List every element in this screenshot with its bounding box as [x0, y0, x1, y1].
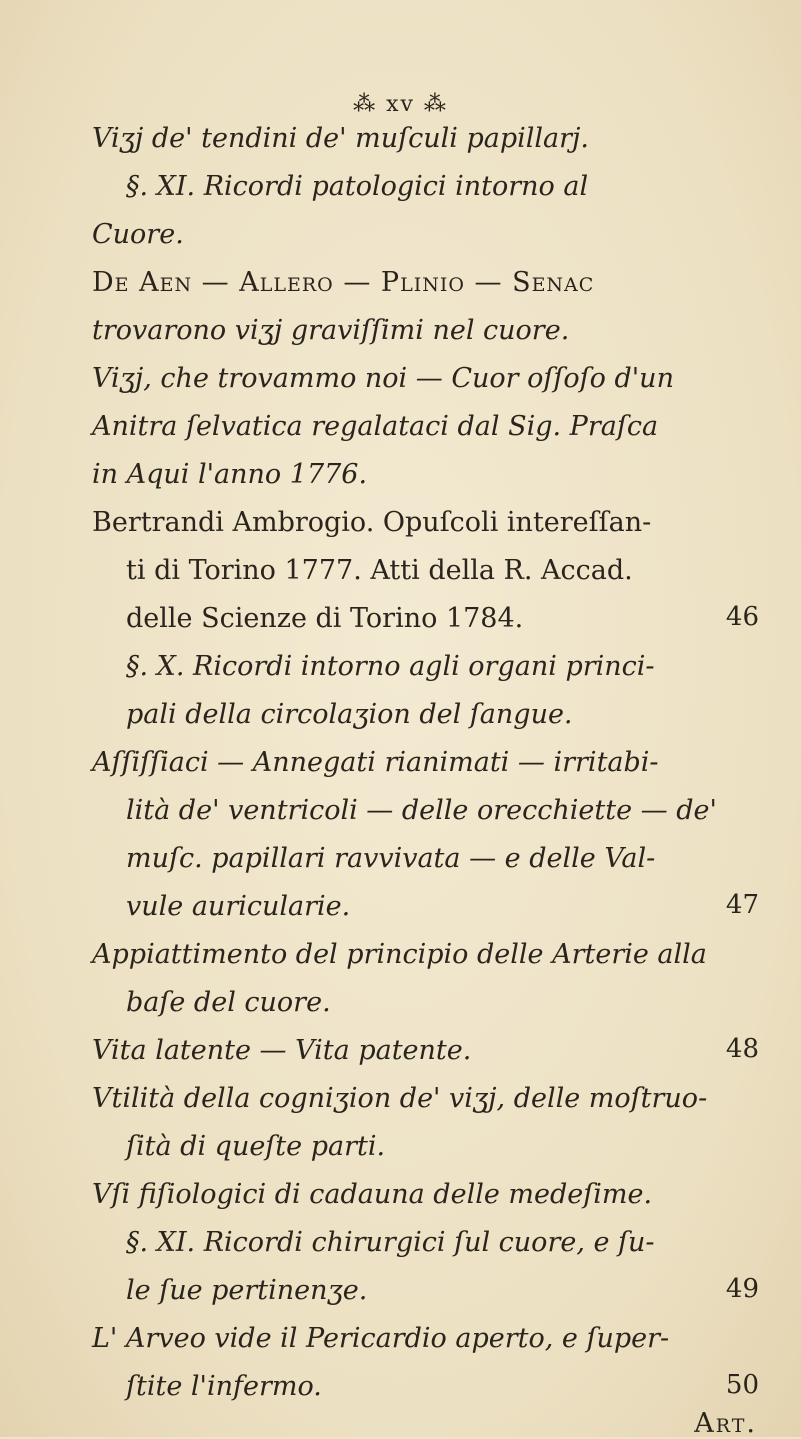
- text-line: Vtilità della cogniʒion de' viʒj, delle moſtruo-: [92, 1083, 708, 1114]
- text-line: pali della circolaʒion del ſangue.: [126, 699, 573, 730]
- text-line: le ſue pertinenʒe.: [126, 1275, 368, 1306]
- text-line: Appiattimento del principio delle Arterie alla: [92, 939, 707, 970]
- text-line: delle Scienze di Torino 1784.: [126, 603, 524, 634]
- page-ref: 46: [725, 602, 759, 632]
- text-line: Anitra ſelvatica regalataci dal Sig. Praſca: [92, 411, 659, 442]
- text-line: trovarono viʒj graviſſimi nel cuore.: [92, 315, 570, 346]
- text-line: Viʒj, che trovammo noi — Cuor oſſoſo d'un: [92, 363, 674, 394]
- page-ref: 50: [725, 1370, 759, 1400]
- text-line: ti di Torino 1777. Atti della R. Accad.: [126, 555, 633, 586]
- page-ref: 48: [725, 1034, 759, 1064]
- section-heading: §. X. Ricordi intorno agli organi princi-: [126, 651, 655, 682]
- text-line: vule auricularie.: [126, 891, 351, 922]
- text-line: L' Arveo vide il Pericardio aperto, e ſuper-: [92, 1323, 670, 1354]
- text-line: De Aen — Allero — Plinio — Senac: [92, 267, 595, 298]
- text-line: Cuore.: [92, 219, 184, 250]
- text-line: Vita latente — Vita patente.: [92, 1035, 472, 1066]
- page-header: ⁂ xv ⁂: [353, 92, 448, 117]
- text-line: ſtite l'infermo.: [126, 1371, 322, 1402]
- section-heading: §. XI. Ricordi patologici intorno al: [126, 171, 589, 202]
- text-line: Aſſiſſiaci — Annegati rianimati — irritabi-: [92, 747, 659, 778]
- catchword: Art.: [694, 1408, 757, 1439]
- text-line: in Aqui l'anno 1776.: [92, 459, 368, 490]
- section-heading: §. XI. Ricordi chirurgici ſul cuore, e ſu-: [126, 1227, 655, 1258]
- text-line: ſità di queſte parti.: [126, 1131, 386, 1162]
- text-line: muſc. papillari ravvivata — e delle Val-: [126, 843, 656, 874]
- page-ref: 49: [725, 1274, 759, 1304]
- text-line: Viʒj de' tendini de' muſculi papillarj.: [92, 123, 590, 154]
- text-line: Vſi fiſiologici di cadauna delle medeſime.: [92, 1179, 653, 1210]
- text-line: lità de' ventricoli — delle orecchiette — de': [126, 795, 717, 826]
- text-line: baſe del cuore.: [126, 987, 331, 1018]
- text-line: Bertrandi Ambrogio. Opuſcoli intereſſan-: [92, 507, 652, 538]
- page-ref: 47: [725, 890, 759, 920]
